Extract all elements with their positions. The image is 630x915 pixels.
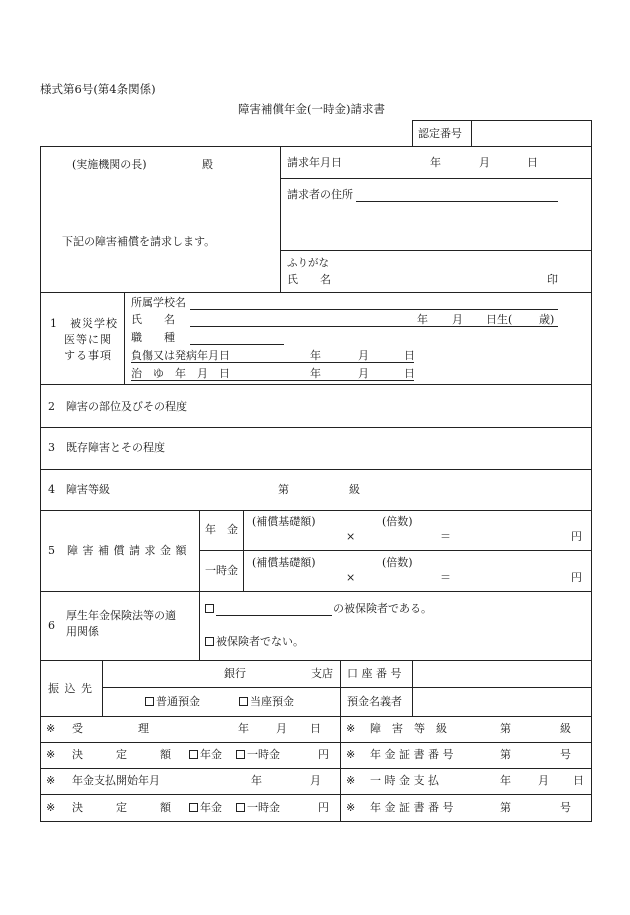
claimant-name-field[interactable] [340,256,530,288]
insured-checkbox[interactable] [205,604,214,613]
bank-label: 銀行 [224,667,246,680]
injury-date-label: 負傷又は発病年月日 [131,349,230,362]
office-mark-4: ※ [346,748,356,761]
cert-no-label-1: 年 金 証 書 番 号 [370,748,454,761]
addressee: (実施機関の長) [72,158,147,171]
occupation-field[interactable] [192,331,282,344]
claimant-name-label: 氏 名 [287,273,331,286]
cert-no-go-1: 号 [560,748,571,761]
not-insured-checkbox[interactable] [205,637,214,646]
lump-equals: ＝ [440,571,451,584]
branch-label: 支店 [311,667,333,680]
address-field[interactable] [358,186,558,201]
section6-label-2: 用関係 [66,625,99,638]
school-name-field[interactable] [192,296,556,309]
annuity-multiplier-label: (倍数) [382,515,413,528]
office-mark-1: ※ [46,722,56,735]
annuity-yen: 円 [571,530,582,543]
not-insured-text: 被保険者でない。 [216,635,304,648]
request-text: 下記の障害補償を請求します。 [62,235,216,248]
decision-annuity-checkbox-1[interactable] [189,750,198,759]
payment-start-label: 年金支払開始年月 [72,774,160,787]
section6-label-1: 厚生年金保険法等の適 [66,609,176,622]
office-grade-dai: 第 [500,722,511,735]
cert-no-go-2: 号 [560,801,571,814]
decision-annuity-label-2: 年金 [200,801,222,814]
annuity-label: 年 金 [205,523,238,536]
decision-label-2: 決 定 額 [72,801,171,814]
cert-number-field[interactable] [473,122,590,145]
section2-label: 2 障害の部位及びその程度 [48,400,187,413]
annuity-times: × [346,530,356,543]
injury-day: 日 [404,349,415,362]
injury-year: 年 [310,349,321,362]
office-grade-label: 障 害 等 級 [370,722,447,735]
lump-payment-day: 日 [573,774,584,787]
account-number-label: 口 座 番 号 [347,667,402,680]
lump-label: 一時金 [205,564,238,577]
decision-lump-label-2: 一時金 [247,801,280,814]
current-deposit-label: 当座預金 [250,695,294,708]
section1-label-2: 医等に関 [64,333,112,346]
form-title: 障害補償年金(一時金)請求書 [238,102,385,116]
branch-field[interactable] [250,664,310,682]
office-mark-8: ※ [346,801,356,814]
injury-month: 月 [358,349,369,362]
cure-date-label: 治 ゆ 年 月 日 [131,367,230,380]
request-day: 日 [527,156,538,169]
account-holder-field[interactable] [414,689,590,714]
insurance-law-field[interactable] [217,602,331,615]
receipt-year: 年 [238,722,249,735]
receipt-day: 日 [310,722,321,735]
lump-multiplier-label: (倍数) [382,556,413,569]
victim-name-label: 氏 名 [131,313,175,326]
receipt-label: 受 理 [72,722,149,735]
section1-label-3: する事項 [64,349,112,362]
lump-times: × [346,571,356,584]
victim-name-field[interactable] [192,313,412,326]
cure-day: 日 [404,367,415,380]
decision-lump-checkbox-2[interactable] [236,803,245,812]
current-deposit-checkbox[interactable] [239,697,248,706]
office-mark-6: ※ [346,774,356,787]
insured-text: の被保険者である。 [333,602,432,615]
school-name-label: 所属学校名 [131,296,186,309]
birth-year: 年 [417,313,428,326]
account-number-field[interactable] [414,662,590,685]
section1-label-1: 1 被災学校 [50,317,118,330]
cert-number-label: 認定番号 [418,127,462,140]
office-mark-5: ※ [46,774,56,787]
section4-label: 4 障害等級 [48,483,110,496]
decision-yen-1: 円 [318,748,329,761]
office-mark-3: ※ [46,748,56,761]
account-holder-label: 預金名義者 [347,695,402,708]
payment-start-year: 年 [251,774,262,787]
cert-no-dai-1: 第 [500,748,511,761]
section3-label: 3 既存障害とその程度 [48,441,165,454]
form-number: 様式第6号(第4条関係) [40,82,156,96]
annuity-equals: ＝ [440,530,451,543]
lump-payment-month: 月 [538,774,549,787]
seal-mark: 印 [547,273,558,286]
birth-label: 日生( [486,313,513,326]
lump-yen: 円 [571,571,582,584]
lump-payment-label: 一 時 金 支 払 [370,774,439,787]
address-label: 請求者の住所 [287,188,353,201]
annuity-base-label: (補償基礎額) [252,515,316,528]
occupation-label: 職 種 [131,331,175,344]
decision-annuity-checkbox-2[interactable] [189,803,198,812]
decision-lump-label-1: 一時金 [247,748,280,761]
request-date-label: 請求年月日 [287,156,342,169]
grade-kyu: 級 [349,483,360,496]
request-month: 月 [479,156,490,169]
request-year: 年 [430,156,441,169]
transfer-label: 振 込 先 [48,682,93,695]
lump-payment-year: 年 [500,774,511,787]
office-grade-kyu: 級 [560,722,571,735]
birth-month: 月 [452,313,463,326]
ordinary-deposit-checkbox[interactable] [145,697,154,706]
cure-month: 月 [358,367,369,380]
payment-start-month: 月 [310,774,321,787]
cure-year: 年 [310,367,321,380]
decision-annuity-label-1: 年金 [200,748,222,761]
office-mark-2: ※ [346,722,356,735]
receipt-month: 月 [276,722,287,735]
decision-label-1: 決 定 額 [72,748,171,761]
ordinary-deposit-label: 普通預金 [156,695,200,708]
cert-no-dai-2: 第 [500,801,511,814]
office-mark-7: ※ [46,801,56,814]
honorific: 殿 [202,158,213,171]
section6-num: 6 [48,619,55,632]
decision-lump-checkbox-1[interactable] [236,750,245,759]
lump-base-label: (補償基礎額) [252,556,316,569]
decision-yen-2: 円 [318,801,329,814]
cert-no-label-2: 年 金 証 書 番 号 [370,801,454,814]
age-label: 歳) [539,313,555,326]
grade-dai: 第 [278,483,289,496]
furigana-label: ふりがな [287,257,329,269]
bank-field[interactable] [110,664,222,682]
section5-label: 5 障 害 補 償 請 求 金 額 [48,544,187,557]
